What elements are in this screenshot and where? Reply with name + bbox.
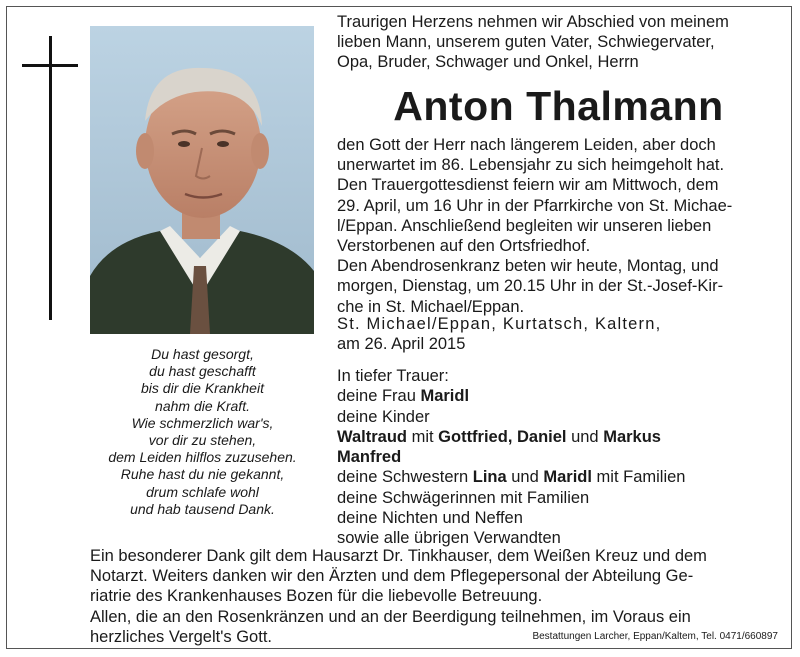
poem-line: Ruhe hast du nie gekannt, [120,466,285,483]
body-line: unerwartet im 86. Lebensjahr zu sich heimgeholt hat. [337,156,725,175]
mourner-child: Manfred [337,448,402,467]
intro-line: Traurigen Herzens nehmen wir Abschied von meinem [337,13,729,31]
portrait-photo [90,26,314,334]
thanks-line: herzliches Vergelt's Gott. [90,627,272,646]
mourner-wife: deine Frau Maridl [337,387,470,406]
mourner-nieces: deine Nichten und Neffen [337,509,523,528]
deceased-name: Anton Thalmann [393,83,724,129]
place-and-date [337,314,661,354]
body-line: den Gott der Herr nach längerem Leiden, aber doch [337,136,716,154]
thanks-line: riatrie des Krankenhauses Bozen für die liebevolle Betreuung. [90,587,543,606]
poem-line: nahm die Kraft. [155,397,250,414]
poem-line: dem Leiden hilflos zuzusehen. [108,449,297,466]
body-line: Den Trauergottesdienst feiern wir am Mittwoch, dem [337,176,719,195]
poem-line: bis dir die Krankheit [141,380,264,397]
cross-icon-bar [22,64,78,67]
body-line: che in St. Michael/Eppan. [337,297,525,316]
body-line: morgen, Dienstag, um 20.15 Uhr in der St.-Josef-Kir- [337,277,724,296]
poem-line: und hab tausend Dank. [130,500,275,517]
thanks-line: Notarzt. Weiters danken wir den Ärzten und dem Pflegepersonal der Abteilung Ge- [90,567,694,586]
thanks-line: Ein besonderer Dank gilt dem Hausarzt Dr. Tinkhauser, dem Weißen Kreuz und dem [90,547,707,565]
body-line: Verstorbenen auf den Ortsfriedhof. [337,237,591,256]
poem-line: Du hast gesorgt, [151,346,254,362]
mourners-heading: In tiefer Trauer: [337,367,449,385]
body-line: Den Abendrosenkranz beten wir heute, Montag, und [337,257,719,276]
mourner-in-laws: deine Schwägerinnen mit Familien [337,488,590,507]
undertaker-credit: Bestattungen Larcher, Eppan/Kaltem, Tel. 0471/660897 [532,631,778,642]
mourner-siblings: deine Schwestern Lina und Maridl mit Familien [337,468,686,487]
body-line: 29. April, um 16 Uhr in der Pfarrkirche von St. Michae- [337,196,733,215]
intro-line: lieben Mann, unserem guten Vater, Schwiegervater, [337,33,715,51]
thanks-line: Allen, die an den Rosenkränzen und an der Beerdigung teilnehmen, im Voraus ein [90,607,691,626]
poem-line: du hast geschafft [149,363,256,380]
mourners-list [337,366,685,549]
mourner-children-label: deine Kinder [337,407,430,426]
intro-line: Opa, Bruder, Schwager und Onkel, Herrn [337,53,639,71]
date-line: am 26. April 2015 [337,335,466,353]
poem-line: Wie schmerzlich war's, [131,414,274,431]
body-line: l/Eppan. Anschließend begleiten wir unseren lieben [337,216,712,235]
poem [80,346,325,518]
poem-line: vor dir zu stehen, [148,432,257,449]
poem-line: drum schlafe wohl [146,483,259,500]
mourner-others: sowie alle übrigen Verwandten [337,529,561,548]
mourner-children: Waltraud mit Gottfried, Daniel und Markus [337,427,661,446]
place-line: St. Michael/Eppan, Kurtatsch, Kaltern, [337,315,662,333]
intro-text [337,12,729,72]
announcement-body [337,135,777,317]
cross-icon [49,36,52,320]
